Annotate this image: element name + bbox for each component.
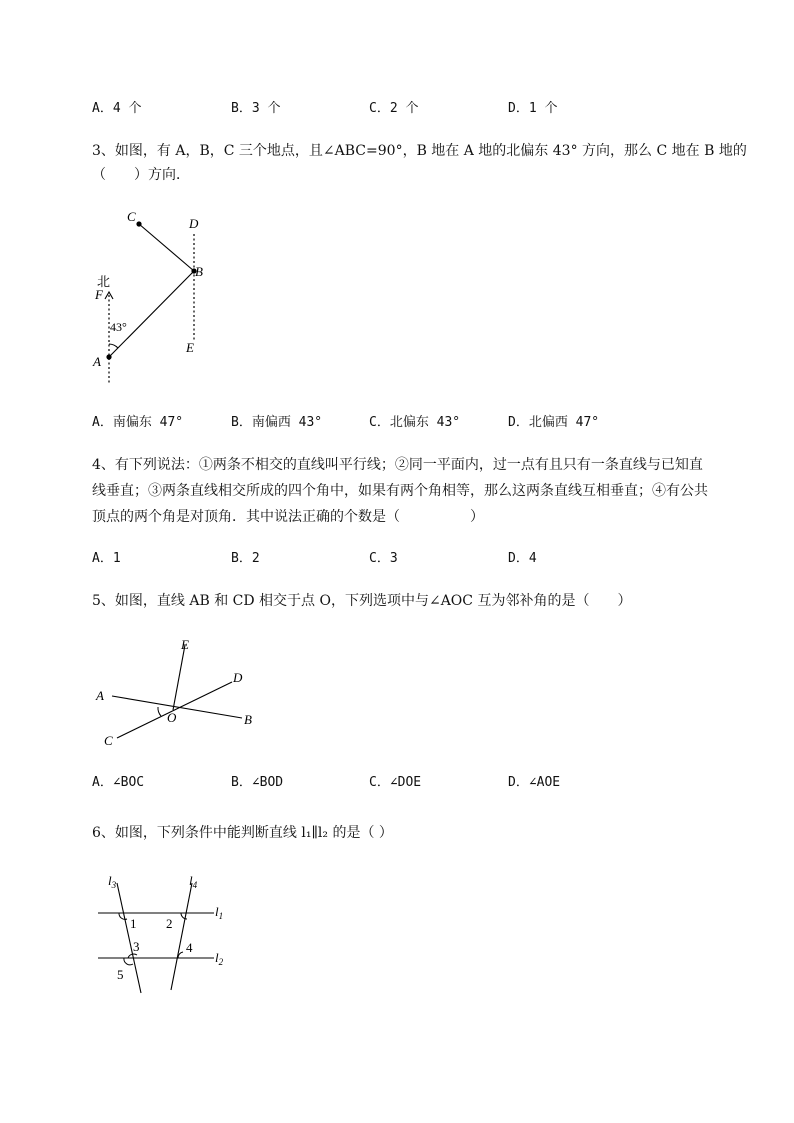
q3-line-cb: [139, 224, 194, 271]
q5-label-a: A: [96, 688, 104, 703]
q4-option-c: C．3: [369, 551, 398, 566]
q6-label-angle-3: 3: [133, 939, 140, 954]
q6-figure: [90, 868, 250, 998]
q3-option-b: B．南偏西 43°: [231, 415, 323, 430]
q3-line-ab: [109, 271, 194, 357]
q6-label-angle-1: 1: [130, 916, 137, 931]
q4-option-a: A．1: [92, 551, 121, 566]
q5-stem: 5、如图，直线 AB 和 CD 相交于点 O，下列选项中与∠AOC 互为邻补角的是（ ）: [92, 593, 632, 609]
q5-line-ab: [112, 696, 242, 718]
q5-option-b: B．∠BOD: [231, 775, 284, 790]
q6-label-l1: $l_1$: [215, 904, 224, 921]
q6-label-l4: $l_4$: [189, 873, 198, 890]
q4-stem-line1: 4、有下列说法：①两条不相交的直线叫平行线；②同一平面内，过一点有且只有一条直线与已知直: [92, 457, 703, 473]
q6-label-l3: $l_3$: [108, 873, 117, 890]
q2-option-a: A．4 个: [92, 101, 142, 116]
q2-option-b: B．3 个: [231, 101, 281, 116]
q4-option-d: D．4: [508, 551, 537, 566]
q5-label-d: D: [233, 670, 243, 685]
q3-option-a: A．南偏东 47°: [92, 415, 184, 430]
q3-stem-line1: 3、如图，有 A，B，C 三个地点，且∠ABC=90°，B 地在 A 地的北偏东 43° 方向，那么 C 地在 B 地的: [92, 143, 747, 159]
q2-option-d: D．1 个: [508, 101, 558, 116]
q6-stem: 6、如图，下列条件中能判断直线 l₁∥l₂ 的是（ ）: [92, 825, 393, 841]
q6-angle-arc-1: [119, 913, 127, 919]
q5-ray-oe: [173, 645, 185, 710]
q3-label-f: F: [95, 287, 103, 302]
q3-label-d: D: [189, 216, 199, 231]
q2-option-c: C．2 个: [369, 101, 419, 116]
q6-label-angle-4: 4: [186, 940, 193, 955]
q6-label-angle-5: 5: [117, 967, 124, 982]
q3-option-c: C．北偏东 43°: [369, 415, 461, 430]
q3-angle-arc: [109, 344, 118, 348]
q6-label-l4-sub: 4: [192, 880, 198, 890]
q5-label-e: E: [181, 637, 189, 652]
q3-label-e: E: [186, 340, 194, 355]
q4-option-b: B．2: [231, 551, 260, 566]
q4-stem-line2: 线垂直；③两条直线相交所成的四个角中，如果有两个角相等，那么这两条直线互相垂直；④有公共: [92, 483, 708, 499]
q6-line-l4: [171, 883, 192, 990]
q6-label-angle-2: 2: [166, 916, 173, 931]
q3-point-c: [136, 221, 141, 226]
q6-angle-arc-5: [124, 958, 133, 965]
q4-stem-line3: 顶点的两个角是对顶角．其中说法正确的个数是（ ）: [92, 509, 484, 525]
q3-label-north: 北: [97, 274, 111, 289]
q6-label-l1-sub: 1: [218, 911, 224, 921]
q5-option-c: C．∠DOE: [369, 775, 422, 790]
q3-label-a: A: [93, 354, 101, 369]
q5-label-c: C: [104, 733, 113, 748]
q3-point-a: [106, 354, 111, 359]
q3-stem-line2: （ ）方向．: [92, 167, 190, 183]
q5-option-a: A．∠BOC: [92, 775, 145, 790]
q3-label-b: B: [195, 264, 203, 279]
q5-option-d: D．∠AOE: [508, 775, 561, 790]
q3-label-c: C: [127, 209, 136, 224]
q3-label-angle: 43°: [110, 320, 127, 334]
q3-figure: [85, 200, 235, 400]
q5-angle-arc: [158, 707, 161, 716]
q6-label-l2-sub: 2: [218, 957, 224, 967]
q3-option-d: D．北偏西 47°: [508, 415, 600, 430]
q5-label-b: B: [244, 712, 252, 727]
q6-label-l2: $l_2$: [215, 950, 224, 967]
q5-label-o: O: [167, 710, 177, 725]
q6-label-l3-sub: 3: [111, 880, 117, 890]
q5-figure: [90, 630, 270, 750]
